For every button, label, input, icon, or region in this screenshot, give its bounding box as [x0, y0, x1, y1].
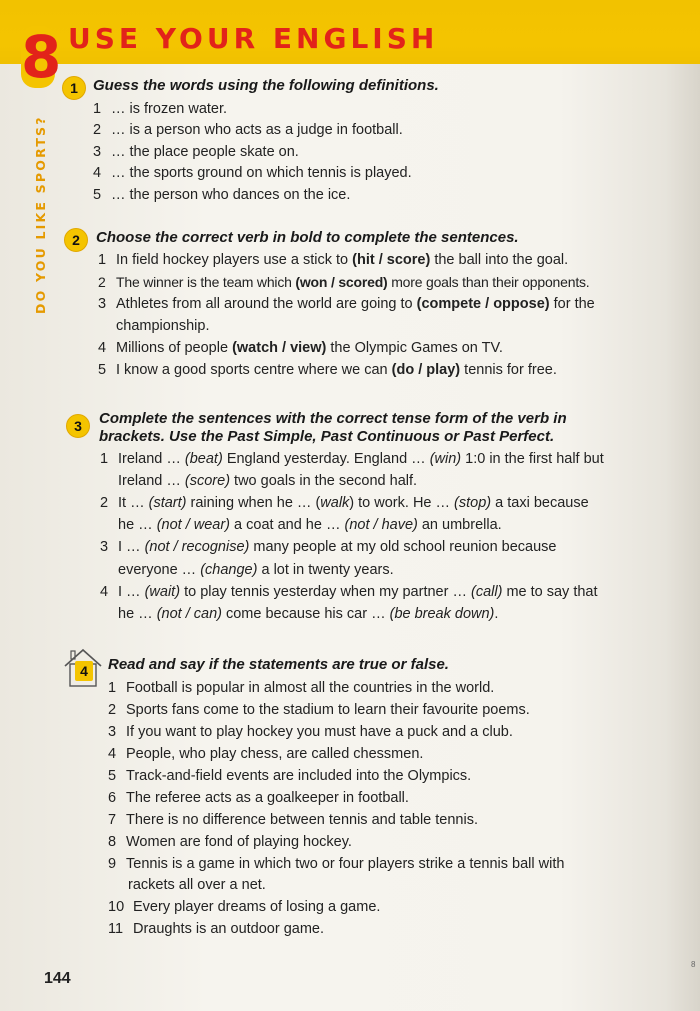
- exercise-3-instruction: brackets. Use the Past Simple, Past Continuous or Past Perfect.: [99, 428, 555, 445]
- exercise-4-item: 2 Sports fans come to the stadium to learn their favourite poems.: [108, 702, 530, 718]
- exercise-4-number: 4: [75, 661, 93, 681]
- exercise-2-item: 4 Millions of people (watch / view) the Olympic Games on TV.: [98, 340, 503, 356]
- exercise-4-item: 5 Track-and-field events are included into the Olympics.: [108, 768, 472, 784]
- exercise-3-item-continuation: everyone … (change) a lot in twenty years.: [118, 562, 394, 578]
- exercise-2-item: 2 The winner is the team which (won / scored) more goals than their opponents.: [98, 274, 590, 290]
- exercise-4-item: 11 Draughts is an outdoor game.: [108, 921, 325, 937]
- exercise-4-item: 6 The referee acts as a goalkeeper in football.: [108, 790, 409, 806]
- exercise-3-item: 1 Ireland … (beat) England yesterday. England … (win) 1:0 in the first half but: [100, 451, 604, 467]
- page-edge-mark: 8: [691, 960, 696, 969]
- exercise-1-item: 5 … the person who dances on the ice.: [93, 187, 351, 203]
- exercise-3-item-continuation: he … (not / wear) a coat and he … (not / have) an umbrella.: [118, 517, 502, 533]
- exercise-1-number: 1: [62, 76, 86, 100]
- exercise-4-item: 4 People, who play chess, are called chessmen.: [108, 746, 424, 762]
- exercise-3-instruction: Complete the sentences with the correct tense form of the verb in: [99, 410, 567, 427]
- exercise-4-item: 1 Football is popular in almost all the countries in the world.: [108, 680, 495, 696]
- exercise-1-item: 2 … is a person who acts as a judge in football.: [93, 122, 403, 138]
- exercise-4-item-continuation: rackets all over a net.: [128, 877, 266, 893]
- page-number: 144: [44, 970, 71, 987]
- exercise-2-item: 3 Athletes from all around the world are going to (compete / oppose) for the: [98, 296, 595, 312]
- exercise-3-item: 2 It … (start) raining when he … (walk) to work. He … (stop) a taxi because: [100, 495, 589, 511]
- exercise-2-instruction: Choose the correct verb in bold to complete the sentences.: [96, 229, 519, 246]
- exercise-3-item: 3 I … (not / recognise) many people at my old school reunion because: [100, 539, 557, 555]
- exercise-2-item: 5 I know a good sports centre where we can (do / play) tennis for free.: [98, 362, 557, 378]
- exercise-3-item: 4 I … (wait) to play tennis yesterday when my partner … (call) me to say that: [100, 584, 598, 600]
- side-label: DO YOU LIKE SPORTS?: [33, 115, 48, 314]
- exercise-3-item-continuation: he … (not / can) come because his car … (be break down).: [118, 606, 499, 622]
- unit-number: 8: [21, 23, 62, 91]
- exercise-3-number: 3: [66, 414, 90, 438]
- exercise-1-instruction: Guess the words using the following definitions.: [93, 77, 439, 94]
- exercise-4-item: 8 Women are fond of playing hockey.: [108, 834, 352, 850]
- exercise-4-item: 9 Tennis is a game in which two or four players strike a tennis ball with: [108, 856, 565, 872]
- exercise-4-item: 10 Every player dreams of losing a game.: [108, 899, 381, 915]
- unit-title: USE YOUR ENGLISH: [68, 22, 439, 55]
- exercise-1-item: 4 … the sports ground on which tennis is played.: [93, 165, 412, 181]
- exercise-4-item: 7 There is no difference between tennis and table tennis.: [108, 812, 478, 828]
- exercise-2-item-continuation: championship.: [116, 318, 210, 334]
- exercise-2-item: 1 In field hockey players use a stick to (hit / score) the ball into the goal.: [98, 252, 569, 268]
- exercise-1-item: 3 … the place people skate on.: [93, 144, 299, 160]
- exercise-1-item: 1 … is frozen water.: [93, 101, 228, 117]
- exercise-2-number: 2: [64, 228, 88, 252]
- exercise-4-item: 3 If you want to play hockey you must have a puck and a club.: [108, 724, 513, 740]
- exercise-3-item-continuation: Ireland … (score) two goals in the second half.: [118, 473, 418, 489]
- exercise-4-instruction: Read and say if the statements are true or false.: [108, 656, 449, 673]
